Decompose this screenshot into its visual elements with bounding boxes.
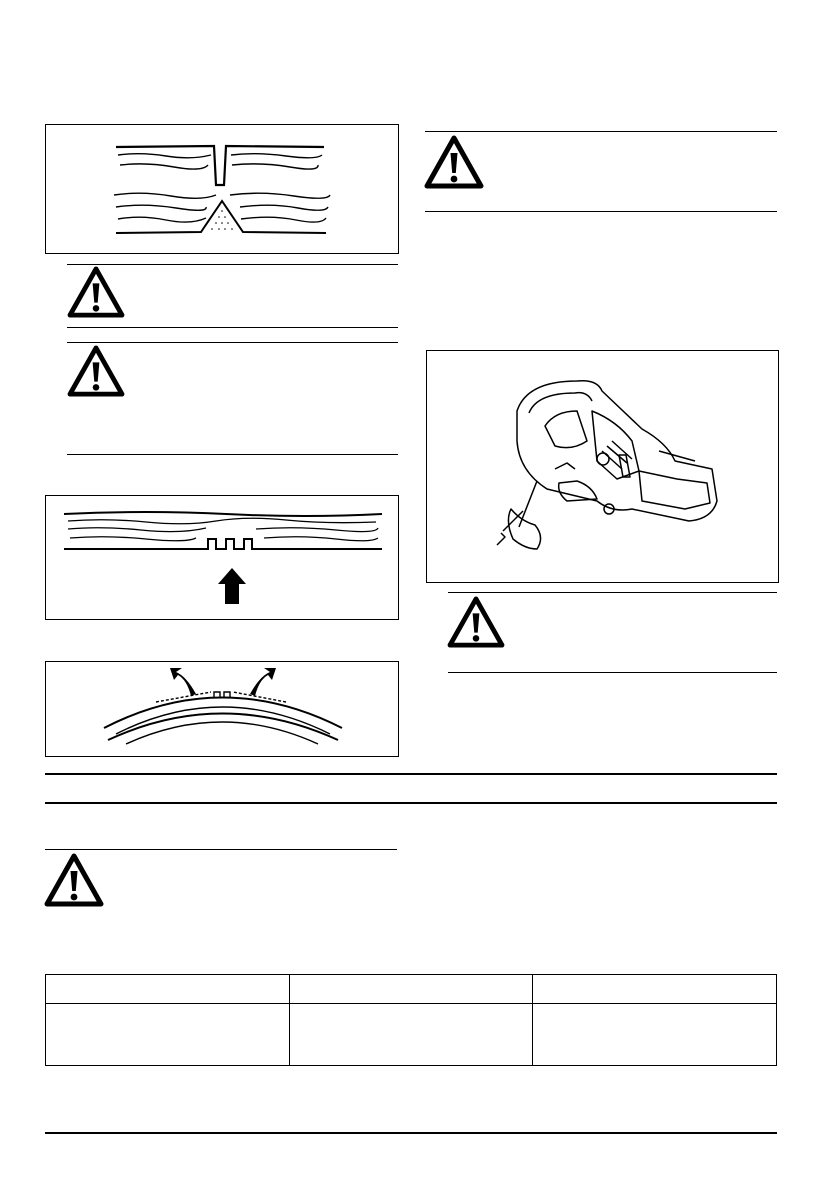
warning-rule-top: [67, 342, 398, 343]
table-cell: [46, 1004, 290, 1066]
figure-cut-marks: [45, 495, 399, 620]
warning-rule-top: [45, 849, 397, 850]
warning-rule-bottom: [67, 327, 398, 328]
footer-rule: [45, 1132, 777, 1134]
figure-bent-log: [45, 661, 399, 757]
warning-rule-top: [448, 592, 777, 593]
table-row: [46, 1004, 777, 1066]
curved-arrow-icon: [170, 668, 196, 696]
table-cell: [533, 1004, 777, 1066]
section-rule: [45, 802, 777, 804]
warning-icon: [424, 135, 484, 189]
warning-icon: [67, 345, 125, 397]
warning-rule-bottom: [425, 211, 777, 212]
saw-cover-removal-illustration: [427, 351, 778, 582]
warning-rule-top: [425, 131, 777, 132]
warning-icon: [67, 266, 125, 318]
curved-arrow-icon: [250, 668, 276, 696]
warning-rule-bottom: [448, 672, 777, 673]
arrow-up-icon: [218, 568, 246, 604]
figure-kerf-wedge: [45, 124, 399, 254]
warning-icon: [44, 853, 104, 907]
table-cell: [289, 1004, 533, 1066]
warning-rule-bottom: [67, 454, 398, 455]
table-header-row: [46, 975, 777, 1004]
table-header-cell: [46, 975, 290, 1004]
table-header-cell: [533, 975, 777, 1004]
log-cut-marks-illustration: [46, 496, 398, 619]
spec-table: [45, 974, 777, 1066]
warning-rule-top: [67, 264, 398, 265]
table-header-cell: [289, 975, 533, 1004]
section-rule: [45, 773, 777, 775]
warning-icon: [447, 596, 505, 648]
log-kerf-wedge-illustration: [46, 125, 398, 253]
bent-log-illustration: [46, 662, 398, 756]
figure-saw-assembly: [426, 350, 779, 583]
